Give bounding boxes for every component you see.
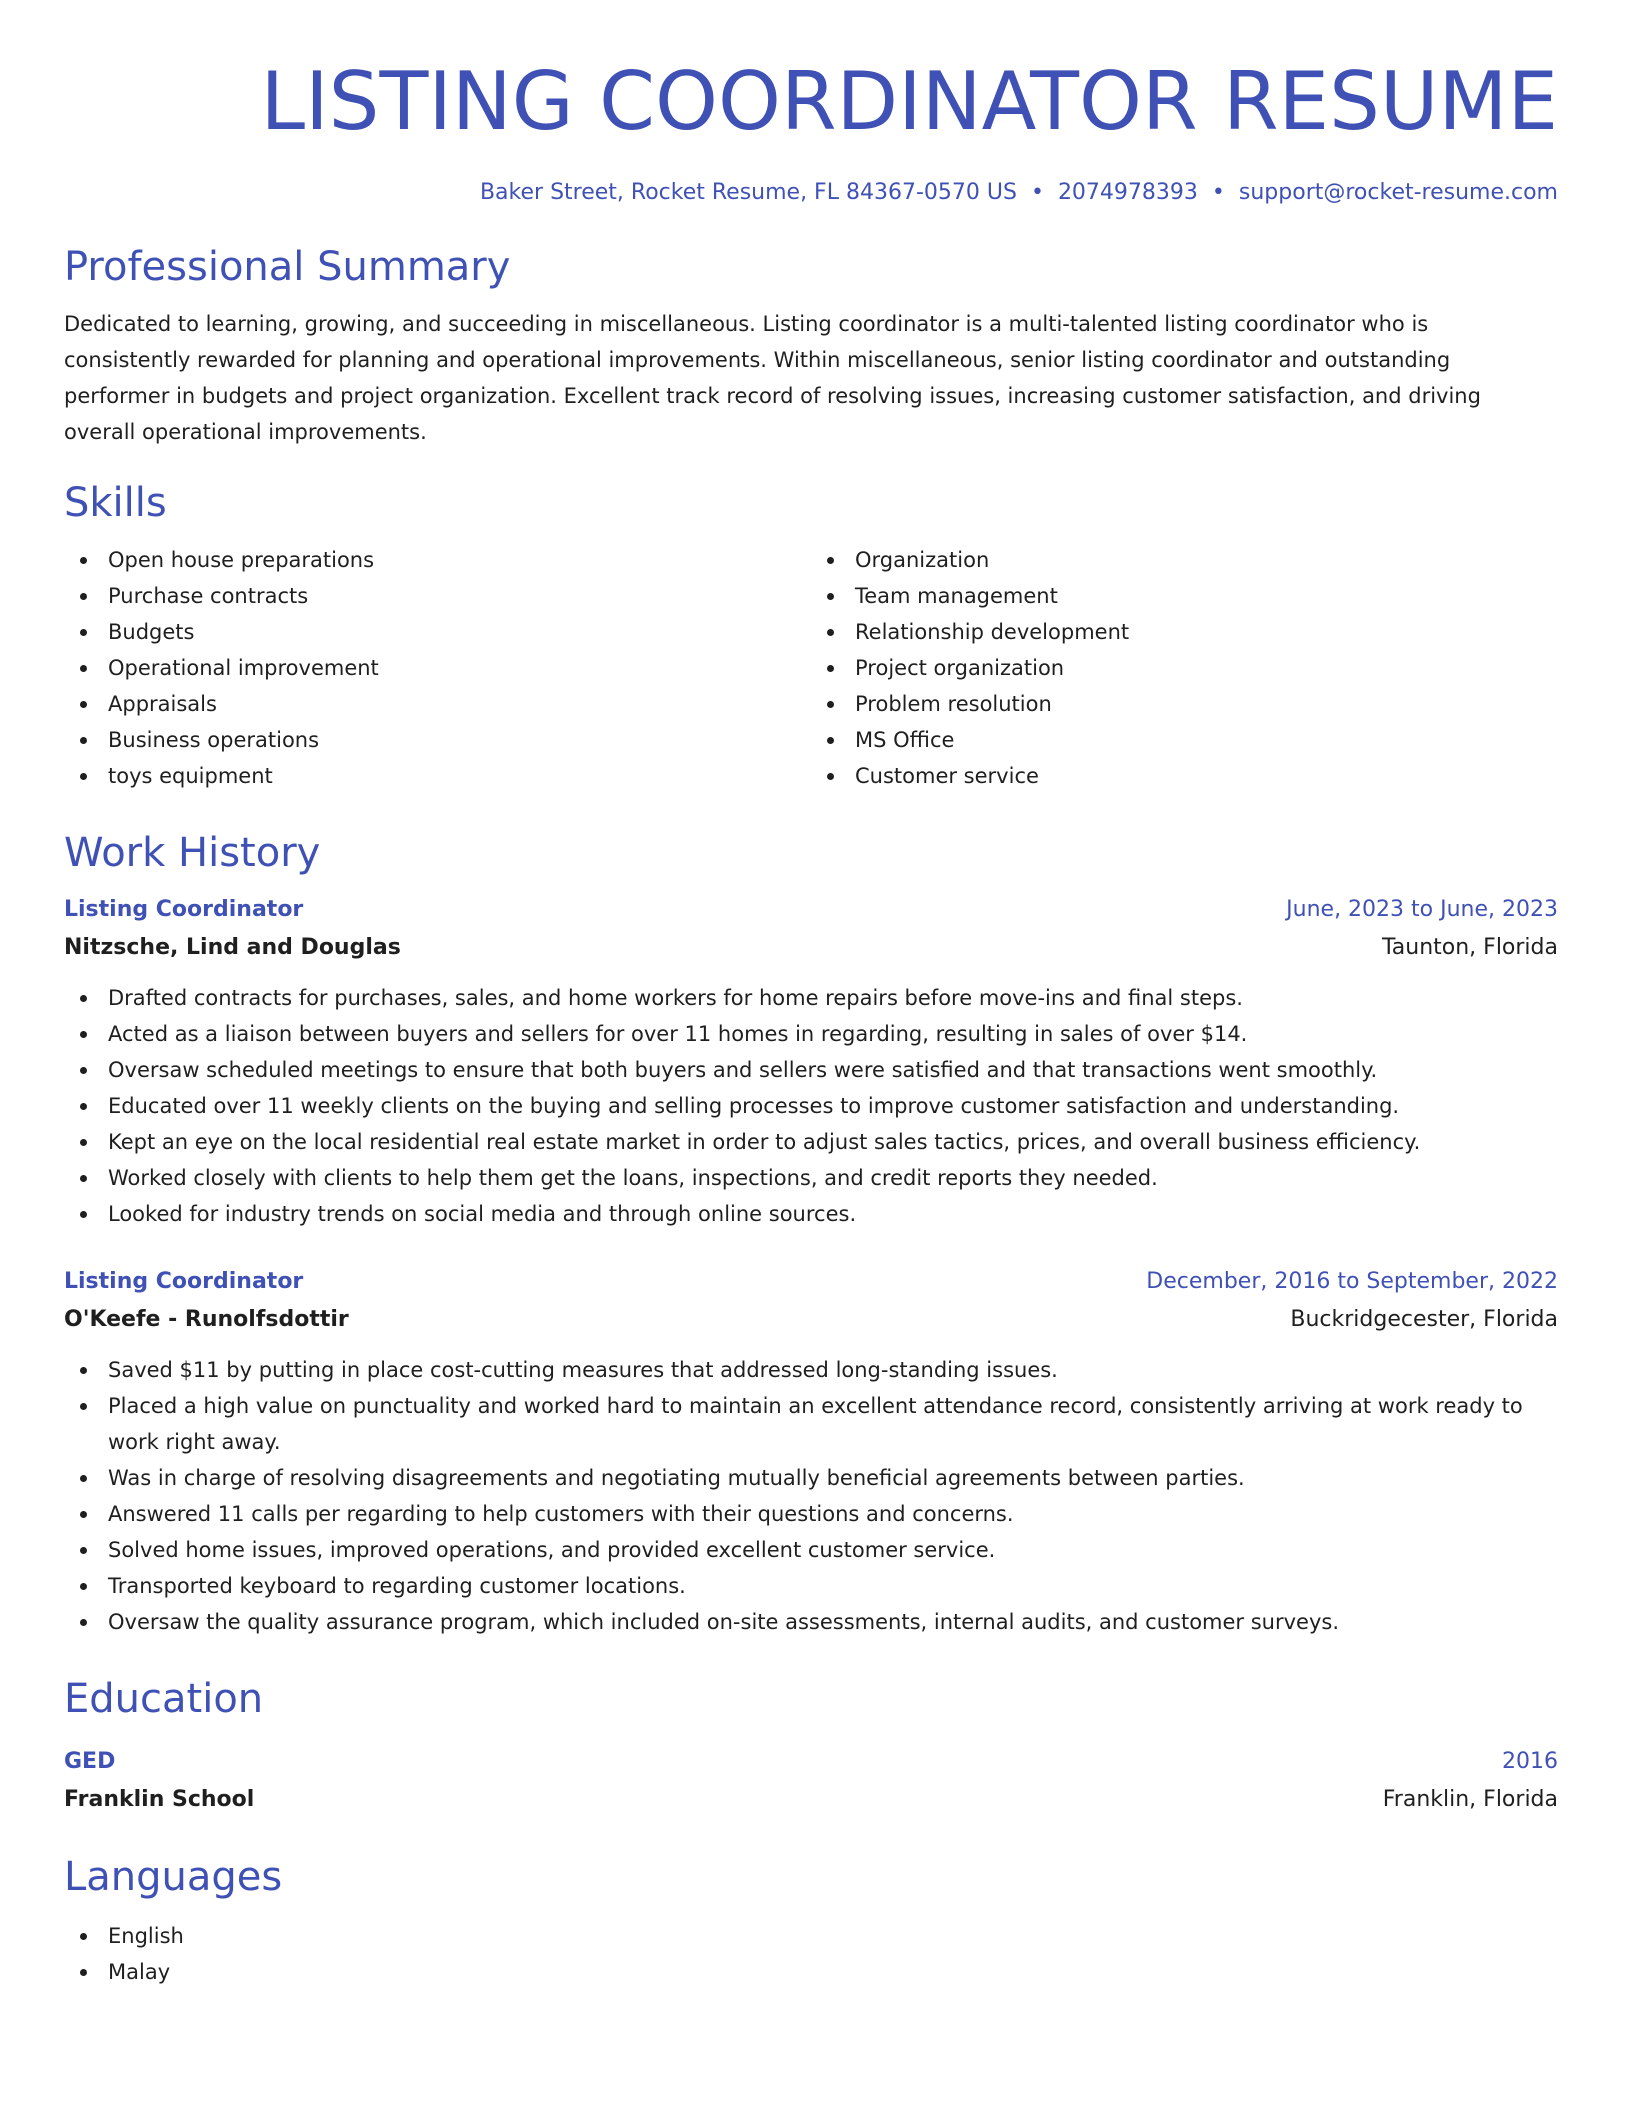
contact-separator: • xyxy=(1030,180,1044,205)
skills-list-left xyxy=(64,542,811,794)
skill-item: Purchase contracts xyxy=(108,578,811,614)
resume-title: LISTING COORDINATOR RESUME xyxy=(260,55,1558,148)
job-dates: June, 2023 to June, 2023 xyxy=(1286,897,1558,922)
contact-line xyxy=(64,178,1558,208)
education-school-row xyxy=(64,1782,1558,1818)
education-school: Franklin School xyxy=(64,1787,255,1812)
languages-heading: Languages xyxy=(64,1854,283,1900)
job-bullet: Oversaw the quality assurance program, which included on-site assessments, internal audits, and customer surveys. xyxy=(108,1604,1558,1640)
job-entry xyxy=(64,1264,1558,1640)
education-entry xyxy=(64,1744,1558,1818)
job-role: Listing Coordinator xyxy=(64,897,304,922)
work-history-heading: Work History xyxy=(64,830,321,876)
job-company-row xyxy=(64,930,1558,966)
job-bullet: Transported keyboard to regarding customer locations. xyxy=(108,1568,1558,1604)
job-bullet: Saved $11 by putting in place cost-cutting measures that addressed long-standing issues. xyxy=(108,1352,1558,1388)
skills-list-right xyxy=(811,542,1558,794)
job-role-row xyxy=(64,1264,1558,1300)
contact-email: support@rocket-resume.com xyxy=(1238,180,1558,205)
education-year: 2016 xyxy=(1502,1749,1558,1774)
skill-item: Open house preparations xyxy=(108,542,811,578)
job-bullet: Looked for industry trends on social media and through online sources. xyxy=(108,1196,1558,1232)
skill-item: Team management xyxy=(855,578,1558,614)
job-bullet: Acted as a liaison between buyers and sellers for over 11 homes in regarding, resulting in sales of over $14. xyxy=(108,1016,1558,1052)
skills-grid xyxy=(64,542,1558,794)
skill-item: toys equipment xyxy=(108,758,811,794)
job-bullets xyxy=(64,980,1558,1232)
job-bullet: Solved home issues, improved operations, and provided excellent customer service. xyxy=(108,1532,1558,1568)
job-role-row xyxy=(64,892,1558,928)
job-location: Buckridgecester, Florida xyxy=(1290,1307,1558,1332)
education-degree: GED xyxy=(64,1749,116,1774)
language-item: Malay xyxy=(108,1954,1558,1990)
skill-item: MS Office xyxy=(855,722,1558,758)
contact-address: Baker Street, Rocket Resume, FL 84367-0570 US xyxy=(479,180,1017,205)
job-bullet: Educated over 11 weekly clients on the buying and selling processes to improve customer satisfaction and understanding. xyxy=(108,1088,1558,1124)
contact-separator: • xyxy=(1211,180,1225,205)
summary-heading: Professional Summary xyxy=(64,244,511,290)
job-company: Nitzsche, Lind and Douglas xyxy=(64,935,401,960)
job-bullet: Worked closely with clients to help them get the loans, inspections, and credit reports they needed. xyxy=(108,1160,1558,1196)
job-location: Taunton, Florida xyxy=(1381,935,1558,960)
language-item: English xyxy=(108,1918,1558,1954)
summary-text: Dedicated to learning, growing, and succeeding in miscellaneous. Listing coordinator is a multi-talented listing coordinator who is consistently rewarded for planning and operational improvements. Within miscellaneous, senior listing coordinator and outstanding performer in budgets and project organization. Excellent track record of resolving issues, increasing customer satisfaction, and driving overall operational improvements. xyxy=(64,312,1481,444)
skill-item: Project organization xyxy=(855,650,1558,686)
skill-item: Organization xyxy=(855,542,1558,578)
resume-page xyxy=(64,0,1558,1990)
job-dates: December, 2016 to September, 2022 xyxy=(1146,1269,1558,1294)
job-company-row xyxy=(64,1302,1558,1338)
job-bullets xyxy=(64,1352,1558,1640)
skill-item: Operational improvement xyxy=(108,650,811,686)
job-bullet: Drafted contracts for purchases, sales, and home workers for home repairs before move-ins and final steps. xyxy=(108,980,1558,1016)
skill-item: Relationship development xyxy=(855,614,1558,650)
skill-item: Customer service xyxy=(855,758,1558,794)
skill-item: Appraisals xyxy=(108,686,811,722)
education-location: Franklin, Florida xyxy=(1382,1787,1558,1812)
education-degree-row xyxy=(64,1744,1558,1780)
languages-list xyxy=(64,1918,1558,1990)
job-bullet: Placed a high value on punctuality and worked hard to maintain an excellent attendance record, consistently arriving at work ready to work right away. xyxy=(108,1388,1558,1460)
job-company: O'Keefe - Runolfsdottir xyxy=(64,1307,349,1332)
skills-heading: Skills xyxy=(64,480,167,526)
skill-item: Business operations xyxy=(108,722,811,758)
job-bullet: Kept an eye on the local residential real estate market in order to adjust sales tactics, prices, and overall business efficiency. xyxy=(108,1124,1558,1160)
job-entry xyxy=(64,892,1558,1232)
contact-phone: 2074978393 xyxy=(1057,180,1198,205)
skill-item: Problem resolution xyxy=(855,686,1558,722)
job-bullet: Answered 11 calls per regarding to help customers with their questions and concerns. xyxy=(108,1496,1558,1532)
education-heading: Education xyxy=(64,1676,264,1722)
skill-item: Budgets xyxy=(108,614,811,650)
job-bullet: Was in charge of resolving disagreements and negotiating mutually beneficial agreements between parties. xyxy=(108,1460,1558,1496)
job-role: Listing Coordinator xyxy=(64,1269,304,1294)
job-bullet: Oversaw scheduled meetings to ensure that both buyers and sellers were satisfied and that transactions went smoothly. xyxy=(108,1052,1558,1088)
